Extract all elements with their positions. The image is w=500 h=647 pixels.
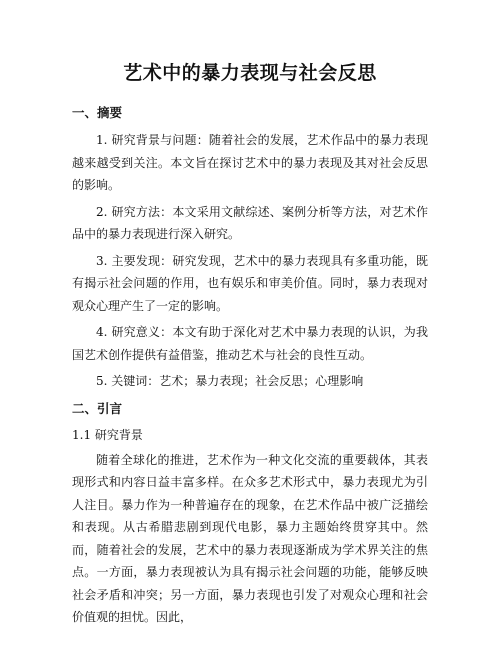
introduction-paragraph: 随着全球化的推进，艺术作为一种文化交流的重要载体，其表现形式和内容日益丰富多样。在众多艺术形式中，暴力表现尤为引人注目。暴力作为一种普遍存在的现象，在艺术作品中被广泛描绘和表现。从古希腊悲剧到现代电影，暴力主题始终贯穿其中。然而，随着社会的发展，艺术中的暴力表现逐渐成为学术界关注的焦点。一方面，暴力表现被认为具有揭示社会问题的功能，能够反映社会矛盾和冲突；另一方面，暴力表现也引发了对观众心理和社会价值观的担忧。因此， (72, 452, 428, 624)
abstract-paragraph-background: 1. 研究背景与问题：随着社会的发展，艺术作品中的暴力表现越来越受到关注。本文旨在探讨艺术中的暴力表现及其对社会反思的影响。 (72, 133, 428, 192)
abstract-paragraph-findings: 3. 主要发现：研究发现，艺术中的暴力表现具有多重功能，既有揭示社会问题的作用，也有娱乐和审美价值。同时，暴力表现对观众心理产生了一定的影响。 (72, 253, 428, 313)
section-heading-abstract: 一、摘要 (72, 105, 123, 120)
document-title: 艺术中的暴力表现与社会反思 (123, 62, 377, 84)
section-heading-introduction: 二、引言 (72, 400, 123, 416)
abstract-paragraph-keywords: 5. 关键词：艺术；暴力表现；社会反思；心理影响 (96, 374, 364, 388)
subsection-heading-background: 1.1 研究背景 (72, 427, 143, 442)
abstract-paragraph-method: 2. 研究方法：本文采用文献综述、案例分析等方法，对艺术作品中的暴力表现进行深入研究。 (72, 204, 428, 241)
abstract-paragraph-significance: 4. 研究意义：本文有助于深化对艺术中暴力表现的认识，为我国艺术创作提供有益借鉴，推动艺术与社会的良性互动。 (72, 325, 428, 362)
